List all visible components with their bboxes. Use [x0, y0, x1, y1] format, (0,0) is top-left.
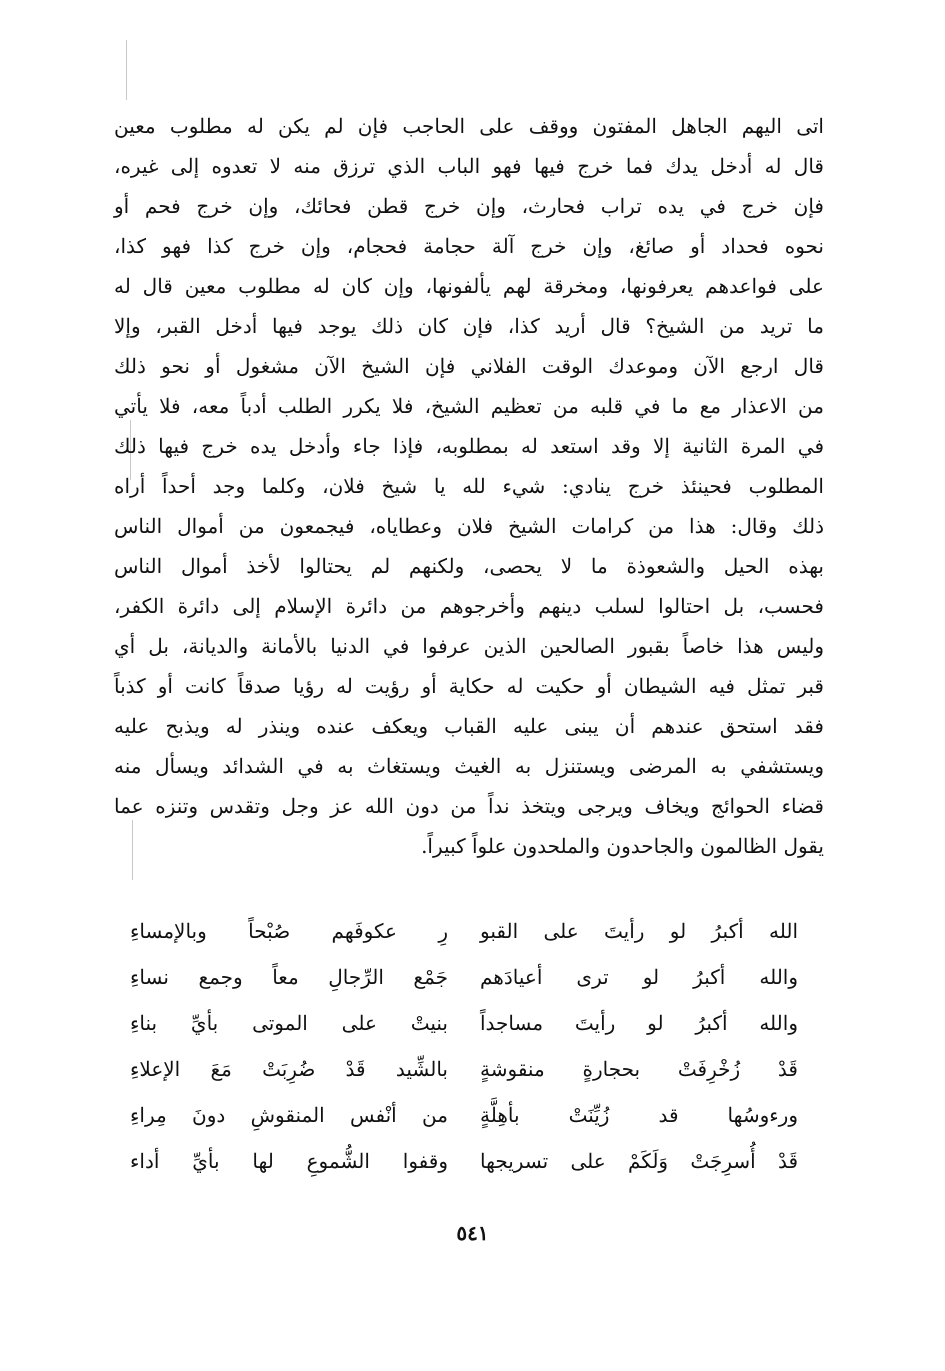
text-line: ويستشفي به المرضى ويستنزل به الغيث ويستغاث به في الشدائد ويسأل منه: [114, 754, 824, 778]
text-line: اتى اليهم الجاهل المفتون ووقف على الحاجب فإن لم يكن له مطلوب معين: [114, 114, 824, 138]
poem-verse: [130, 1046, 798, 1092]
verse-first-hemistich: والله أكبرُ لو رأيتَ مساجداً: [480, 1011, 798, 1035]
text-line: نحوه فحداد أو صائغ، وإن خرج آلة حجامة فحجام، وإن خرج كذا فهو كذا،: [114, 234, 824, 258]
text-line: قبر تمثل فيه الشيطان أو حكيت له حكاية أو رؤيت له رؤيا صدقاً كانت أو كذباً: [114, 674, 824, 698]
text-line: ما تريد من الشيخ؟ قال أريد كذا، فإن كان ذلك يوجد فيها أدخل القبر، وإلا: [114, 314, 824, 338]
verse-first-hemistich: قَدْ زُخْرِفَتْ بحجارةٍ منقوشةٍ: [480, 1057, 798, 1081]
poem-verse: [130, 1138, 798, 1184]
text-line: فإن خرج في يده تراب فحارث، وإن خرج قطن فحائك، وإن خرج فحم أو: [114, 194, 824, 218]
text-line: فقد استحق عندهم أن يبنى عليه القباب ويعكف عنده وينذر له ويذبح عليه: [114, 714, 824, 738]
verse-first-hemistich: ورءوسُها قد زُيِّنَتْ بأهِلَّةٍ: [480, 1103, 798, 1127]
verse-second-hemistich: بالشِّيد قَدْ ضُرِبَتْ مَعَ الإعلاءِ: [130, 1057, 448, 1081]
verse-first-hemistich: الله أكبرُ لو رأيتَ على القبو: [480, 919, 798, 943]
page-number: ٥٤١: [456, 1221, 489, 1245]
verse-second-hemistich: من أنْفس المنقوشِ دونَ مِراءِ: [130, 1103, 448, 1127]
poem-verse: [130, 908, 798, 954]
verse-first-hemistich: والله أكبرُ لو ترى أعيادَهم: [480, 965, 798, 989]
text-line: قال له أدخل يدك فما خرج فيها فهو الباب الذي ترزق منه لا تعدوه إلى غيره،: [114, 154, 824, 178]
text-line: قال ارجع الآن وموعدك الوقت الفلاني فإن الشيخ الآن مشغول أو نحو ذلك: [114, 354, 824, 378]
text-line: بهذه الحيل والشعوذة ما لا يحصى، ولكنهم لم يحتالوا لأخذ أموال الناس: [114, 554, 824, 578]
text-line: المطلوب فحينئذ خرج ينادي: شيء لله يا شيخ فلان، وكلما وجد أحداً أراه: [114, 474, 824, 498]
scan-margin-line: [126, 40, 127, 100]
body-paragraph: [114, 106, 824, 866]
verse-second-hemistich: جَمْع الرِّجالِ معاً وجمع نساءِ: [130, 965, 448, 989]
poem-verse: [130, 1092, 798, 1138]
text-line-final: يقول الظالمون والجاحدون والملحدون علواً كبيراً.: [421, 834, 824, 858]
verse-second-hemistich: بنيتْ على الموتى بأيِّ بناءِ: [130, 1011, 448, 1035]
text-line: قضاء الحوائج ويخاف ويرجى ويتخذ نداً من دون الله عز وجل وتقدس وتنزه عما: [114, 794, 824, 818]
text-line: من الاعذار مع ما في قلبه من تعظيم الشيخ، فلا يكرر الطلب أدباً معه، فلا يأتي: [114, 394, 824, 418]
verse-first-hemistich: قَدْ أُسرِجَتْ وَلَكَمْ على تسريجها: [480, 1149, 798, 1173]
text-line: على فواعدهم يعرفونها، ومخرقة لهم يألفونها، وإن كان له مطلوب معين قال له: [114, 274, 824, 298]
verse-second-hemistich: رِ عكوفَهم صُبْحاً وبالإمساءِ: [130, 919, 448, 943]
verse-second-hemistich: وقفوا الشُّموعِ لها بأيِّ أداء: [130, 1149, 448, 1173]
text-line: فحسب، بل احتالوا لسلب دينهم وأخرجوهم من دائرة الإسلام إلى دائرة الكفر،: [114, 594, 824, 618]
poem-verse: [130, 954, 798, 1000]
text-line: وليس هذا خاصاً بقبور الصالحين الذين عرفوا في الدنيا بالأمانة والديانة، بل أي: [114, 634, 824, 658]
text-line: ذلك وقال: هذا من كرامات الشيخ فلان وعطاياه، فيجمعون من أموال الناس: [114, 514, 824, 538]
text-line: في المرة الثانية إلا وقد استعد له بمطلوبه، فإذا جاء وأدخل يده خرج فيها ذلك: [114, 434, 824, 458]
poem: [130, 908, 798, 1184]
poem-verse: [130, 1000, 798, 1046]
